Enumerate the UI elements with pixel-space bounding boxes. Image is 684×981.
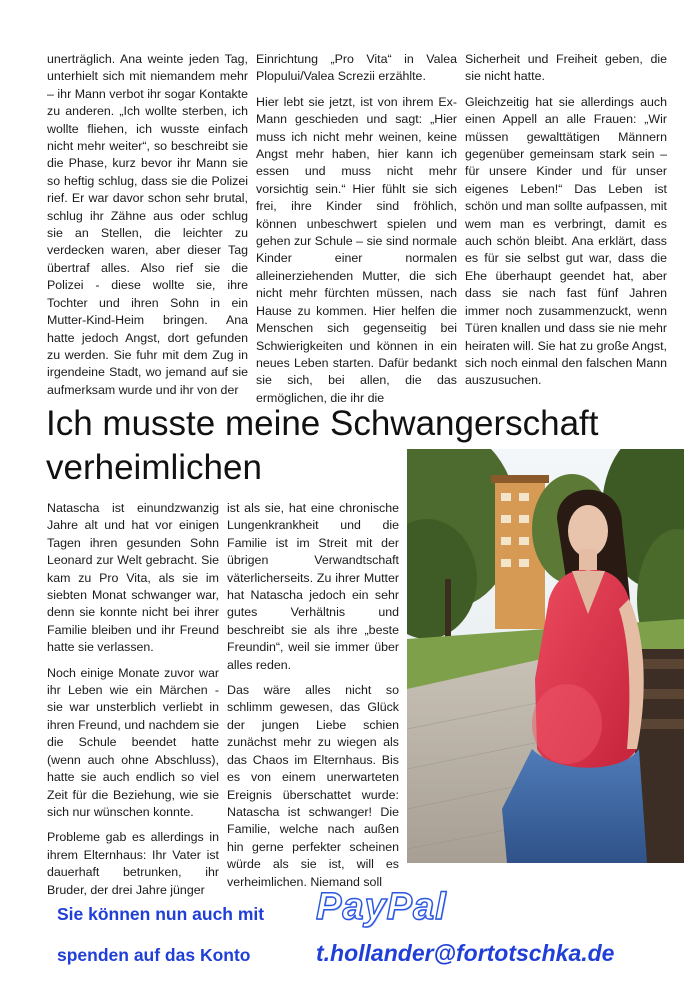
paragraph: Noch einige Monate zuvor war ihr Leben wie ein Märchen - sie war unsterblich verliebt in ihren Freund, und nachdem sie die Schule beendet hatte (wenn auch ohne Abschluss), hatte sie auch endlich so viel Zeit für die Beziehung, wie sie sich nur wünschen konnte. xyxy=(47,665,219,819)
paragraph: Sicherheit und Freiheit geben, die sie nicht hatte. xyxy=(465,52,667,84)
donation-email[interactable]: t.hollander@fortotschka.de xyxy=(316,940,615,966)
paypal-logo: PayPal xyxy=(316,886,447,928)
paragraph: Hier lebt sie jetzt, ist von ihrem Ex-Mann geschieden und sagt: „Hier muss ich nicht mehr weinen, keine Angst mehr haben, hier kann ich essen und muss nicht mehr vorsichtig sein.“ Hier fühlt sie sich frei, ihre Kinder sind fröhlich, können unbeschwert spielen und gehen zur Schule – sie sind normale Kinder einer normalen alleinerziehenden Mutter, die sich nicht mehr fürchten müssen, nach Hause zu kommen. Hier helfen die Menschen sich gegenseitig bei Schwierigkeiten und können in ein neues Leben starten. Dafür bedankt sie sich, bei allen, die das ermöglichen, die ihr die xyxy=(256,94,457,405)
paragraph: ist als sie, hat eine chronische Lungenkrankheit und die Familie ist im Streit mit der übrigen Verwandtschaft väterlicherseits. Zu ihrer Mutter hat Natascha jedoch ein sehr gutes Verhältnis und beschreibt sie als ihre „beste Freundin“, weil sie immer über alles reden. xyxy=(227,501,399,672)
article-headline: Ich musste meine Schwangerschaft verheimlichen xyxy=(46,404,599,487)
photo-pregnant-woman-park xyxy=(407,449,684,863)
paragraph: Probleme gab es allerdings in ihrem Elternhaus: Ihr Vater ist dauerhaft betrunken, ihr Bruder, der drei Jahre jünger xyxy=(47,830,219,897)
donation-text-line-1: Sie können nun auch mit xyxy=(57,904,265,924)
paragraph: Einrichtung „Pro Vita“ in Valea Plopului/Valea Screzii erzählte. xyxy=(256,52,457,84)
article-column-3 xyxy=(465,51,667,398)
paragraph: Natascha ist einundzwanzig Jahre alt und hat vor einigen Tagen ihren gesunden Sohn Leonard zur Welt gebracht. Sie kam zu Pro Vita, als sie im siebten Monat schwanger war, denn sie konnte nicht bei ihrer Familie bleiben und ihr Freund hatte sie verlassen. xyxy=(47,501,219,655)
paragraph: Das wäre alles nicht so schlimm gewesen, das Glück der jungen Liebe schien zunächst mehr zu wiegen als das Chaos im Elternhaus. Bis es von einem unerwarteten Ereignis überschattet wurde: Natascha ist schwanger! Die Familie, welche nach außen hin gerne perfekter scheinen würde als sie ist, will es verheimlichen. Niemand soll xyxy=(227,683,399,889)
article-column-1 xyxy=(47,51,248,407)
story-column-1 xyxy=(47,500,219,907)
paragraph: Gleichzeitig hat sie allerdings auch einen Appell an alle Frauen: „Wir müssen gewalttätigen Männern gegenüber gemeinsam stark sein – für unsere Kinder und für unser eigenes Leben!“ Das Leben ist schön und man sollte aufpassen, mit wem man es verbringt, damit es auch schön bleibt. Ana erklärt, dass es für sie selbst gut war, dass die Ehe überhaupt geendet hat, aber dass sie nach fast fünf Jahren immer noch zusammenzuckt, wenn Türen knallen und dass sie nie mehr heiraten will. Sie hat zu große Angst, sich noch einmal den falschen Mann auszusuchen. xyxy=(465,94,667,388)
article-column-2 xyxy=(256,51,457,415)
donation-text-line-2: spenden auf das Konto xyxy=(57,945,251,965)
paragraph: unerträglich. Ana weinte jeden Tag, unterhielt sich mit niemandem mehr – ihr Mann verbot ihr sogar Kontakte zu anderen. „Ich wollte sterben, ich wollte fliehen, ich wusste einfach nicht mehr weiter“, so beschreibt sie die Phase, kurz bevor ihr Mann sie so heftig schlug, dass sie die Polizei rief. Er war davor schon sehr brutal, schlug ihr Zähne aus oder schlug sie an Stellen, die leichter zu verdecken waren, aber dieser Tag übertraf alles. Also rief sie die Polizei - diese wollte sie, ihre Tochter und ihren Sohn in ein Mutter-Kind-Heim bringen. Ana hatte jedoch Angst, dort gefunden zu werden. Sie fuhr mit dem Zug in irgendeine Stadt, wo jemand auf sie aufmerksam wurde und ihr von der xyxy=(47,52,248,397)
story-column-2 xyxy=(227,500,399,899)
